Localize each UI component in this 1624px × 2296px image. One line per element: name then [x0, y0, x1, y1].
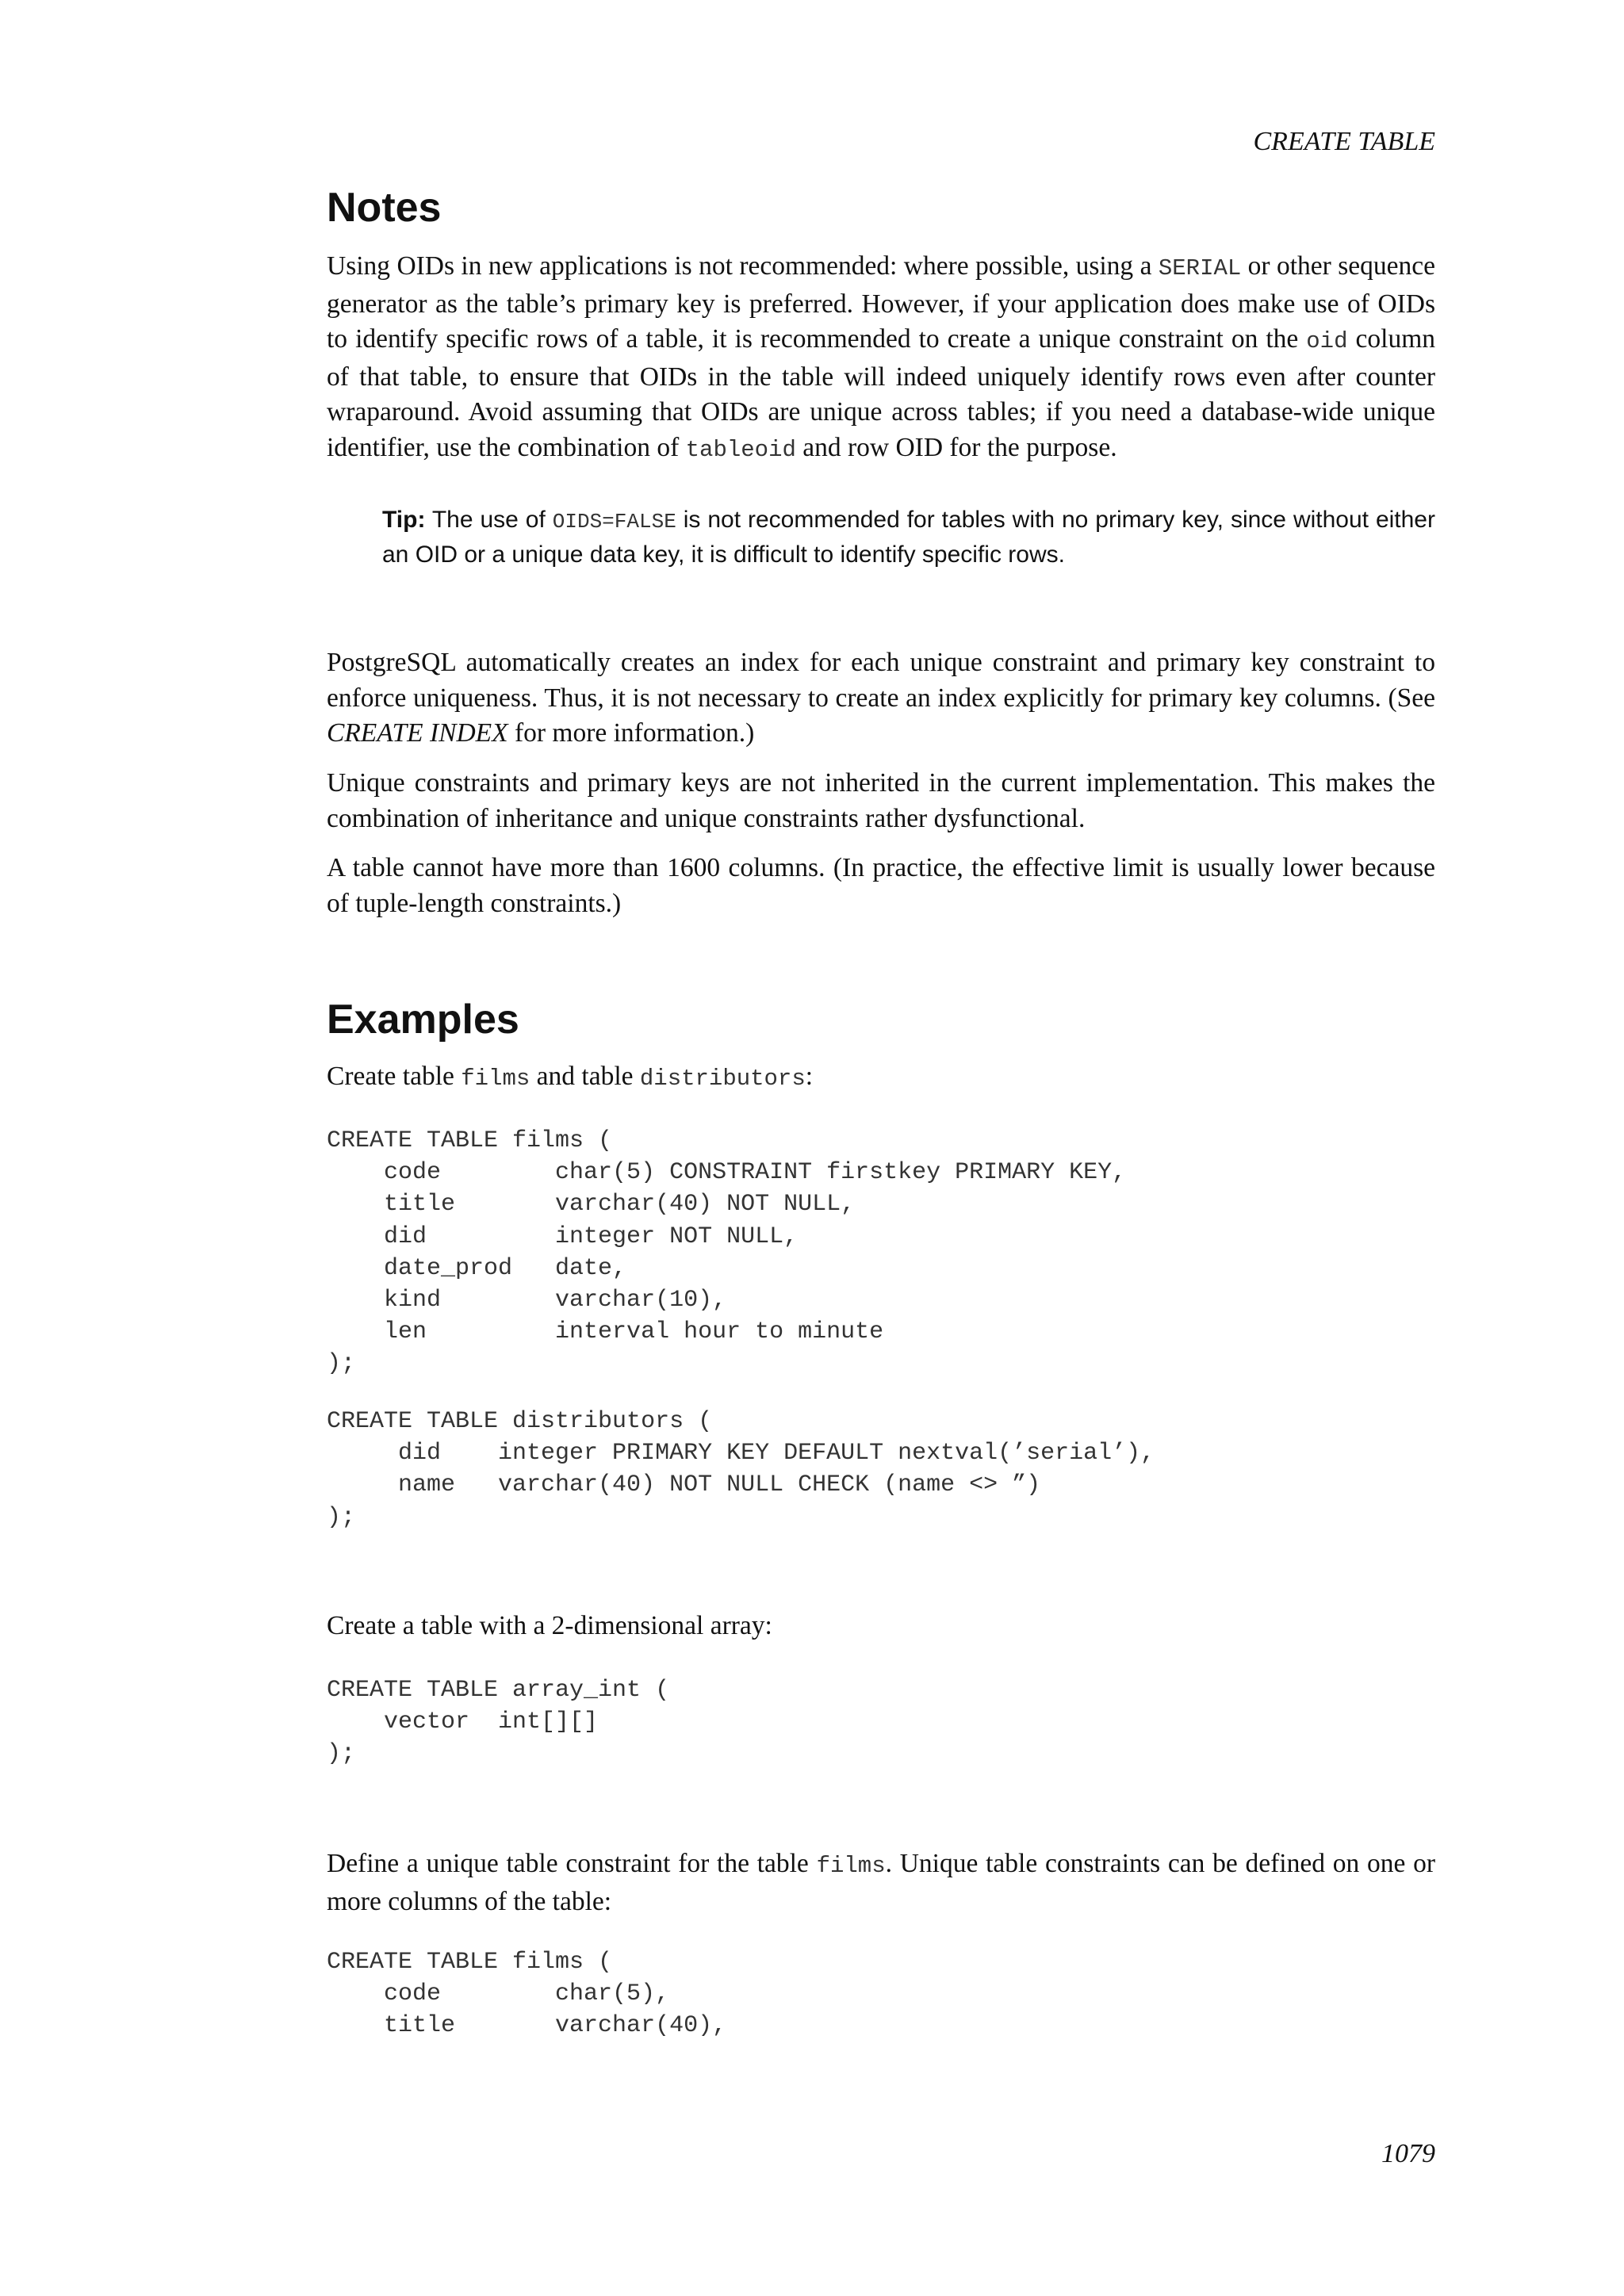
text-run: and row OID for the purpose.: [795, 432, 1117, 462]
inline-code: SERIAL: [1158, 255, 1242, 281]
inline-code: OIDS=FALSE: [552, 510, 676, 534]
examples-intro-unique: [327, 1846, 1435, 1919]
text-run: column of that table, to ensure that OIDs in the table will indeed uniquely identify rows even after counter wraparound. Avoid assuming that OIDs are unique across tables; if you need a database-wide unique identifier, use the combination of: [327, 324, 1435, 462]
text-run: Create table: [327, 1062, 462, 1091]
notes-paragraph-oids: [327, 249, 1435, 468]
examples-intro-array: Create a table with a 2-dimensional array:: [327, 1611, 772, 1640]
inline-code: tableoid: [685, 436, 796, 463]
page-number: 1079: [1381, 2139, 1435, 2168]
text-run: The use of: [425, 507, 553, 533]
inline-code: films: [461, 1066, 530, 1092]
notes-heading: Notes: [327, 185, 442, 231]
text-run: for more information.): [508, 718, 755, 748]
tip-label: Tip:: [382, 507, 426, 533]
text-run: PostgreSQL automatically creates an index for each unique constraint and primary key constraint to enforce uniqueness. Thus, it is not necessary to create an index explicitly for primary key columns. (See: [327, 648, 1435, 713]
tip-box: [382, 503, 1435, 571]
inline-code: distributors: [639, 1066, 806, 1092]
examples-heading: Examples: [327, 997, 519, 1043]
code-block-distributors: CREATE TABLE distributors ( did integer PRIMARY KEY DEFAULT nextval(’serial’), name varchar(40) NOT NULL CHECK (name <> ”) );: [327, 1408, 1155, 1531]
text-run: . Unique table constraints can be defined on one or more columns of the table:: [327, 1849, 1436, 1916]
text-run: is not recommended for tables with no primary key, since without either an OID or a unique data key, it is difficult to identify specific rows.: [382, 507, 1435, 568]
code-block-films: CREATE TABLE films ( code char(5) CONSTRAINT firstkey PRIMARY KEY, title varchar(40) NOT NULL, did integer NOT NULL, date_prod date, kind varchar(10), len interval hour to minute );: [327, 1127, 1127, 1378]
code-block-array: CREATE TABLE array_int ( vector int[][] );: [327, 1677, 670, 1768]
notes-paragraph-inheritance: Unique constraints and primary keys are not inherited in the current implementation. This makes the combination of inheritance and unique constraints rather dysfunctional.: [327, 768, 1435, 833]
inline-code: oid: [1306, 328, 1348, 354]
text-run: Using OIDs in new applications is not recommended: where possible, using a: [327, 251, 1159, 281]
notes-paragraph-columns: A table cannot have more than 1600 columns. (In practice, the effective limit is usually lower because of tuple-length constraints.): [327, 853, 1435, 918]
inline-code: films: [816, 1853, 886, 1879]
text-run: and table: [530, 1062, 640, 1091]
text-run: or other sequence generator as the table’s primary key is preferred. However, if your application does make use of OIDs to identify specific rows of a table, it is recommended to create a unique constraint on the: [327, 251, 1435, 354]
examples-intro-films: [327, 1059, 1435, 1097]
code-block-films-unique: CREATE TABLE films ( code char(5), title varchar(40),: [327, 1949, 727, 2040]
text-run: Define a unique table constraint for the table: [327, 1849, 817, 1878]
create-index-link[interactable]: CREATE INDEX: [327, 718, 508, 748]
notes-paragraph-index: [327, 645, 1435, 752]
running-header: CREATE TABLE: [1253, 127, 1435, 156]
text-run: :: [805, 1062, 814, 1091]
